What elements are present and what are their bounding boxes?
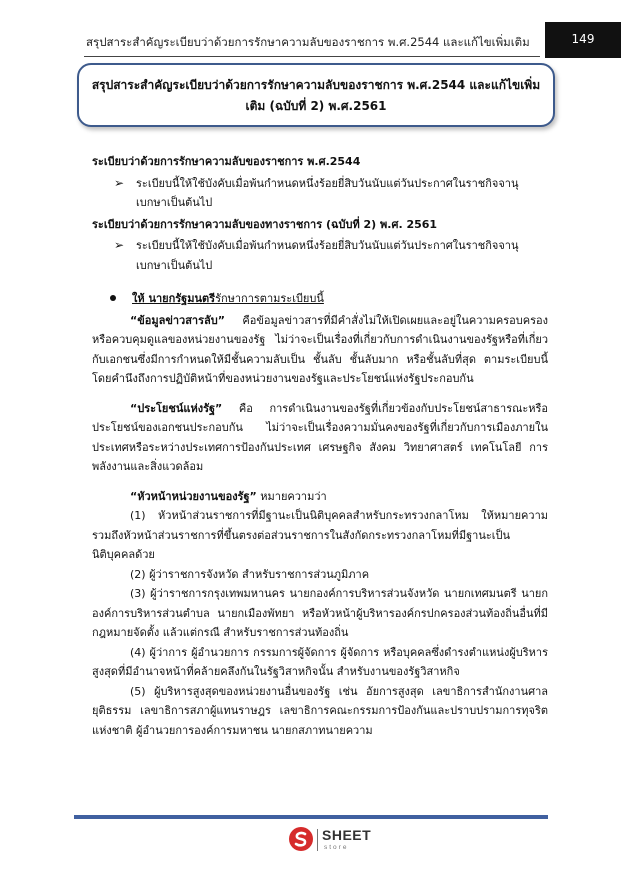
list-item-text: ระเบียบนี้ให้ใช้บังคับเมื่อพ้นกำหนดหนึ่งร้อยยี่สิบวันนับแต่วันประกาศในราชกิจจานุเบกษาเป็นต้นไป	[136, 239, 519, 272]
arrow-bullet-icon: ➢	[114, 175, 125, 190]
definition-state-benefit	[92, 399, 548, 477]
title-box	[77, 63, 555, 127]
bullet-rest-text: รักษาการตามระเบียบนี้	[215, 292, 324, 305]
page-number-box	[545, 22, 621, 58]
logo-wordmark: SHEET	[322, 827, 372, 843]
definition-text: คือข้อมูลข่าวสารที่มีคำสั่งไม่ให้เปิดเผยและอยู่ในความครอบครองหรือควบคุมดูแลของหน่วยงานของรัฐ ไม่ว่าจะเป็นเรื่องที่เกี่ยวกับการดำเนินงานของรัฐหรือที่เกี่ยวกับเอกชนซึ่งมีการกำหนดให้มีชั้นความลับเป็น ชั้นลับ ชั้นลับมาก หรือชั้นลับที่สุด ตามระเบียบนี้ โดยคำนึงถึงการปฏิบัติหน้าที่ของหน่วยงานของรัฐและประโยชน์แห่งรัฐประกอบกัน	[92, 313, 548, 385]
logo-divider	[317, 829, 318, 851]
list-item	[92, 236, 548, 275]
definition-text: คือ การดำเนินงานของรัฐที่เกี่ยวข้องกับประโยชน์สาธารณะหรือประโยชน์ของเอกชนประกอบกัน ไม่ว่าจะเป็นเรื่องความมั่นคงของรัฐที่เกี่ยวกับการเมืองภายในประเทศหรือระหว่างประเทศการป้องกันประเทศ เศรษฐกิจ สังคม วิทยาศาสตร์ เทคโนโลยี การพลังงานและสิ่งแวดล้อม	[92, 401, 548, 473]
definition-agency-head	[92, 487, 548, 507]
sheet-logo-icon	[288, 826, 314, 852]
bullet-dot-icon	[110, 295, 116, 301]
section-heading-2544: ระเบียบว่าด้วยการรักษาความลับของราชการ พ.ศ.2544	[92, 155, 361, 168]
page-header	[0, 0, 621, 60]
main-content	[92, 152, 548, 740]
list-item	[92, 174, 548, 213]
logo-subtext: store	[324, 844, 349, 851]
footer-rule	[74, 815, 548, 819]
section-heading-2561: ระเบียบว่าด้วยการรักษาความลับของทางราชการ (ฉบับที่ 2) พ.ศ. 2561	[92, 217, 438, 231]
definition-term: “ประโยชน์แห่งรัฐ”	[130, 401, 223, 415]
definition-secret-info	[92, 311, 548, 389]
sheet-store-logo	[288, 826, 378, 856]
page-number: 149	[571, 32, 595, 46]
numbered-item-2: (2) ผู้ว่าราชการจังหวัด สำหรับราชการส่วนภูมิภาค	[130, 567, 370, 581]
responsible-person-bullet	[92, 289, 548, 309]
list-item-text: ระเบียบนี้ให้ใช้บังคับเมื่อพ้นกำหนดหนึ่งร้อยยี่สิบวันนับแต่วันประกาศในราชกิจจานุเบกษาเป็นต้นไป	[136, 176, 519, 209]
numbered-item-4: (4) ผู้ว่าการ ผู้อำนวยการ กรรมการผู้จัดการ ผู้จัดการ หรือบุคคลซึ่งดำรงตำแหน่งผู้บริหารสูงสุดที่มีอำนาจหน้าที่คล้ายคลึงกันในรัฐวิสาหกิจนั้น สำหรับงานของรัฐวิสาหกิจ	[92, 645, 548, 678]
numbered-item-5: (5) ผู้บริหารสูงสุดของหน่วยงานอื่นของรัฐ เช่น อัยการสูงสุด เลขาธิการสำนักงานศาลยุติธรรม เลขาธิการสภาผู้แทนราษฎร เลขาธิการคณะกรรมการป้องกันและปราบปรามการทุจริตแห่งชาติ ผู้อำนวยการองค์การมหาชน นายกสภาทนายความ	[92, 684, 548, 737]
document-title: สรุปสาระสำคัญระเบียบว่าด้วยการรักษาความลับของราชการ พ.ศ.2544 และแก้ไขเพิ่มเติม (ฉบับที่ 2) พ.ศ.2561	[91, 78, 541, 113]
header-title: สรุปสาระสำคัญระเบียบว่าด้วยการรักษาความลับของราชการ พ.ศ.2544 และแก้ไขเพิ่มเติม	[86, 35, 530, 49]
numbered-item-1: (1) หัวหน้าส่วนราชการที่มีฐานะเป็นนิติบุคคลสำหรับกระทรวงกลาโหม ให้หมายความรวมถึงหัวหน้าส่วนราชการที่ขึ้นตรงต่อส่วนราชการในสังกัดกระทรวงกลาโหมที่มีฐานะเป็นนิติบุคคลด้วย	[92, 509, 548, 561]
definition-term: “หัวหน้าหน่วยงานของรัฐ”	[130, 489, 257, 503]
numbered-item-3: (3) ผู้ว่าราชการกรุงเทพมหานคร นายกองค์การบริหารส่วนจังหวัด นายกเทศมนตรี นายกองค์การบริหารส่วนตำบล นายกเมืองพัทยา หรือหัวหน้าผู้บริหารองค์กรปกครองส่วนท้องถิ่นอื่นที่มีกฎหมายจัดตั้ง แล้วแต่กรณี สำหรับราชการส่วนท้องถิ่น	[92, 587, 548, 639]
header-rule	[84, 56, 540, 57]
arrow-bullet-icon: ➢	[114, 238, 125, 252]
definition-term: “ข้อมูลข่าวสารลับ”	[130, 313, 225, 327]
bullet-bold-text: ให้ นายกรัฐมนตรี	[132, 292, 216, 305]
definition-text: หมายความว่า	[256, 489, 327, 503]
